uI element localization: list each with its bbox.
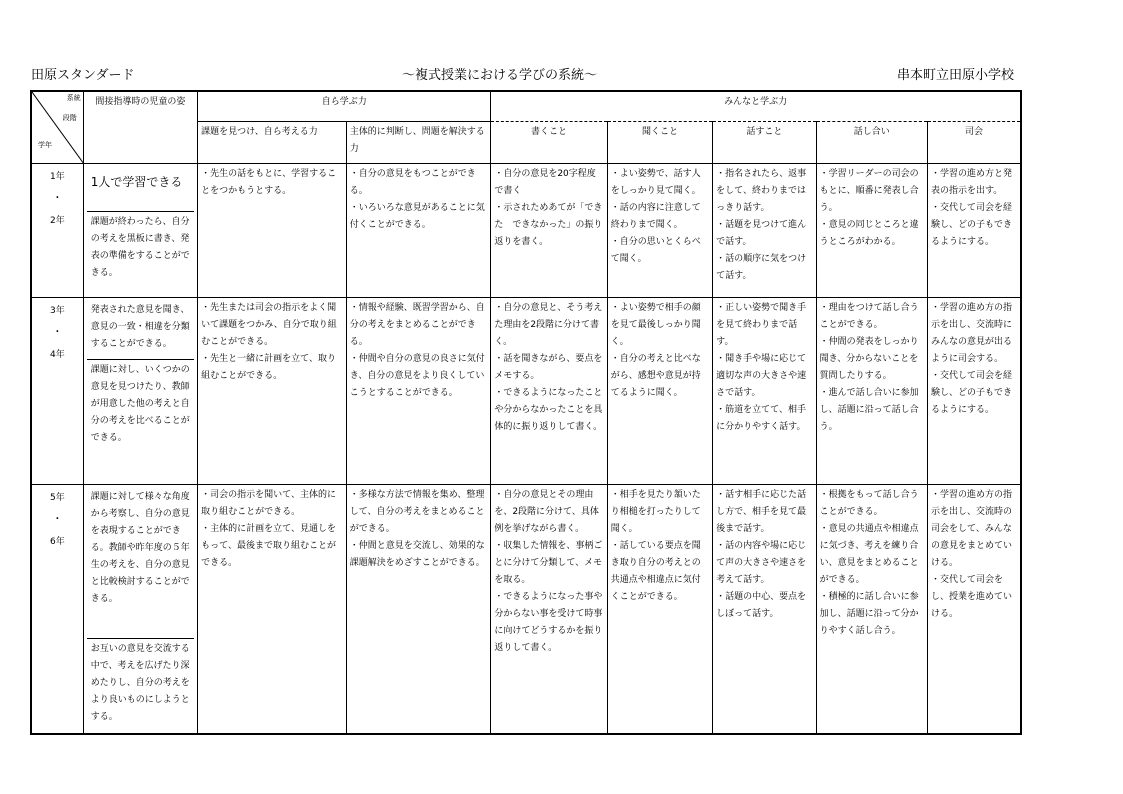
chairing-1-2: ・学習の進め方と発表の指示を出す。 ・交代して司会を経験し、どの子もできるようにする。 [928, 163, 1021, 297]
judge-solve-5-6: ・多様な方法で情報を集め、整理して、自分の考えをまとめることができる。 ・仲間と意見を交流し、効果的な課題解決をめざすことができる。 [346, 484, 491, 734]
grade-label-3-4: 3年 ・ 4年 [31, 298, 83, 485]
header-writing: 書くこと [491, 121, 607, 163]
indirect-guidance-1-2: 1人で学習できる 課題が終わったら、自分の考えを黒板に書き、発表の準備をすることができる。 [83, 163, 197, 297]
writing-3-4: ・自分の意見と、そう考えた理由を2段階に分けて書く。 ・話を聞きながら、要点をメモする。 ・できるようになったことや分からなかったことを具体的に振り返りして書く。 [491, 298, 607, 485]
chairing-3-4: ・学習の進め方の指示を出し、交流時にみんなの意見が出るように司会する。 ・交代して司会を経験し、どの子もできるようにする。 [928, 298, 1021, 485]
table-row-grade-5-6 [31, 484, 1021, 734]
discussion-1-2: ・学習リーダーの司会のもとに、順番に発表し合う。 ・意見の同じところと違うところがわかる。 [816, 163, 927, 297]
grade-label-5-6: 5年 ・ 6年 [31, 484, 83, 734]
speaking-5-6: ・話す相手に応じた話し方で、相手を見て最後まで話す。 ・話の内容や場に応じて声の大きさや速さを考えて話す。 ・話題の中心、要点をしぼって話す。 [713, 484, 816, 734]
learning-system-table [30, 90, 1022, 735]
header-self-learning: 自ら学ぶ力 [198, 91, 491, 121]
table-row-grade-1-2 [31, 163, 1021, 297]
corner-label-stage: 段階 [62, 114, 77, 122]
corner-label-system: 系統 [66, 94, 81, 102]
header-judge-solve: 主体的に判断し、問題を解決する力 [346, 121, 491, 163]
header-indirect-guidance: 間接指導時の児童の姿 [83, 91, 197, 163]
find-task-1-2: ・先生の話をもとに、学習することをつかもうとする。 [198, 163, 347, 297]
speaking-1-2: ・指名されたら、返事をして、終わりまではっきり話す。 ・話題を見つけて進んで話す。 ・話の順序に気をつけて話す。 [713, 163, 816, 297]
listening-1-2: ・よい姿勢で、話す人をしっかり見て聞く。 ・話の内容に注意して終わりまで聞く。 ・自分の思いとくらべて聞く。 [607, 163, 712, 297]
corner-label-grade: 学年 [38, 140, 52, 149]
school-standard-title: 田原スタンダード [31, 68, 135, 83]
table-row-grade-3-4 [31, 298, 1021, 485]
discussion-5-6: ・根拠をもって話し合うことができる。 ・意見の共通点や相違点に気づき、考えを練り合い、意見をまとめることができる。 ・積極的に話し合いに参加し、話題に沿って分かりやすく話し合う。 [816, 484, 927, 734]
writing-5-6: ・自分の意見とその理由を、2段階に分けて、具体例を挙げながら書く。 ・収集した情報を、事柄ごとに分けて分類して、メモを取る。 ・できるようになった事や分からない事を受けて時事に向けてどうするかを振り返りして書く。 [491, 484, 607, 734]
header-learning-together: みんなと学ぶ力 [491, 91, 1021, 121]
document-title: ～複式授業における学びの系統～ [402, 68, 598, 83]
header-chairing: 司会 [928, 121, 1021, 163]
writing-1-2: ・自分の意見を20字程度で書く ・示されためあてが「できた できなかった」の振り返りを書く。 [491, 163, 607, 297]
header-find-task: 課題を見つけ、自ら考える力 [198, 121, 347, 163]
grade-label-1-2: 1年 ・ 2年 [31, 163, 83, 297]
school-name: 串本町立田原小学校 [897, 68, 1015, 83]
judge-solve-1-2: ・自分の意見をもつことができる。 ・いろいろな意見があることに気付くことができる。 [346, 163, 491, 297]
diagonal-line [32, 92, 83, 163]
header-listening: 聞くこと [607, 121, 712, 163]
listening-5-6: ・相手を見たり頷いたり相槌を打ったりして聞く。 ・話している要点を聞き取り自分の考えとの共通点や相違点に気付くことができる。 [607, 484, 712, 734]
indirect-guidance-5-6: 課題に対して様々な角度から考察し、自分の意見を表現することができる。教師や昨年度の５年生の考えを、自分の意見と比較検討することができる。 お互いの意見を交流する中で、考えを広げたり深めたりし、自分の考えをより良いものにしようとする。 [83, 484, 197, 734]
header-discussion: 話し合い [816, 121, 927, 163]
chairing-5-6: ・学習の進め方の指示を出し、交流時の司会をして、みんなの意見をまとめていける。 ・交代して司会をし、授業を進めていける。 [928, 484, 1021, 734]
find-task-3-4: ・先生または司会の指示をよく聞いて課題をつかみ、自分で取り組むことができる。 ・先生と一緒に計画を立て、取り組むことができる。 [198, 298, 347, 485]
listening-3-4: ・よい姿勢で相手の顔を見て最後しっかり聞く。 ・自分の考えと比べながら、感想や意見が持てるように聞く。 [607, 298, 712, 485]
header-speaking: 話すこと [713, 121, 816, 163]
speaking-3-4: ・正しい姿勢で聞き手を見て終わりまで話す。 ・聞き手や場に応じて適切な声の大きさや速さで話す。 ・筋道を立てて、相手に分かりやすく話す。 [713, 298, 816, 485]
corner-header-cell [31, 91, 83, 163]
discussion-3-4: ・理由をつけて話し合うことができる。 ・仲間の発表をしっかり聞き、分からないことを質問したりする。 ・進んで話し合いに参加し、話題に沿って話し合う。 [816, 298, 927, 485]
find-task-5-6: ・司会の指示を聞いて、主体的に取り組むことができる。 ・主体的に計画を立て、見通しをもって、最後まで取り組むことができる。 [198, 484, 347, 734]
judge-solve-3-4: ・情報や経験、既習学習から、自分の考えをまとめることができる。 ・仲間や自分の意見の良さに気付き、自分の意見をより良くしていこうとすることができる。 [346, 298, 491, 485]
indirect-guidance-3-4: 発表された意見を聞き、意見の一致・相違を分類することができる。 課題に対し、いくつかの意見を見つけたり、教師が用意した他の考えと自分の考えを比べることができる。 [83, 298, 197, 485]
